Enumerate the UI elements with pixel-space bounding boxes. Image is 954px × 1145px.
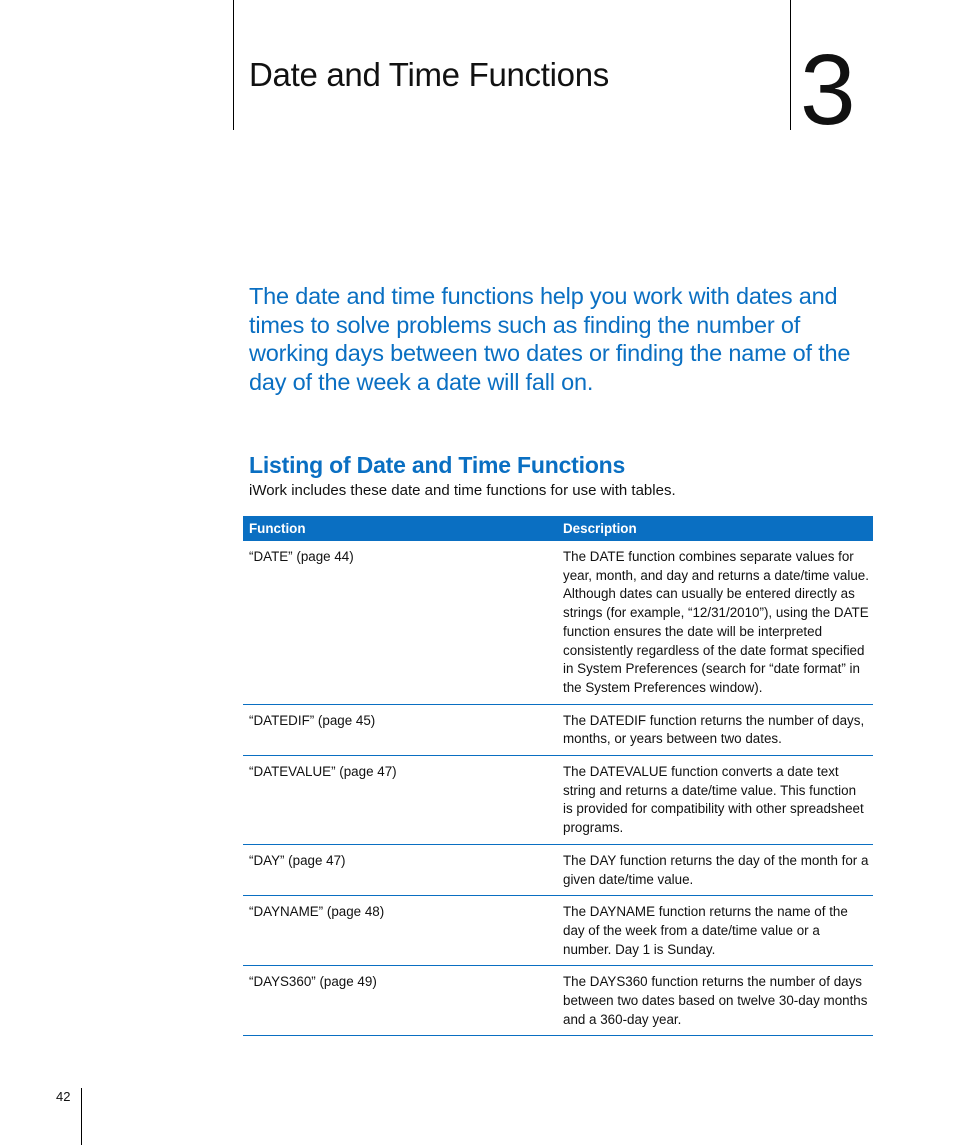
table-row bbox=[243, 966, 873, 1036]
table-row bbox=[243, 541, 873, 704]
function-description: The DAY function returns the day of the month for a given date/time value. bbox=[557, 844, 873, 895]
function-description: The DATEVALUE function converts a date text string and returns a date/time value. This function is provided for compatibility with other spreadsheet programs. bbox=[557, 756, 873, 845]
column-header-description: Description bbox=[557, 516, 873, 541]
function-link[interactable]: “DATEDIF” (page 45) bbox=[243, 704, 557, 755]
folio-rule bbox=[81, 1088, 82, 1145]
function-link[interactable]: “DATE” (page 44) bbox=[243, 541, 557, 704]
chapter-rule-left bbox=[233, 0, 234, 130]
table-row bbox=[243, 756, 873, 845]
table-row bbox=[243, 844, 873, 895]
function-link[interactable]: “DAY” (page 47) bbox=[243, 844, 557, 895]
function-description: The DAYS360 function returns the number of days between two dates based on twelve 30-day months and a 360-day year. bbox=[557, 966, 873, 1036]
function-link[interactable]: “DAYS360” (page 49) bbox=[243, 966, 557, 1036]
function-description: The DATEDIF function returns the number of days, months, or years between two dates. bbox=[557, 704, 873, 755]
function-description: The DATE function combines separate values for year, month, and day and returns a date/time value. Although dates can usually be entered directly as strings (for example, “12/31/2010”), using the DATE function ensures the date will be interpreted consistently regardless of the date format specified in System Preferences (search for “date format” in the System Preferences window). bbox=[557, 541, 873, 704]
chapter-title: Date and Time Functions bbox=[249, 56, 609, 93]
chapter-number: 3 bbox=[800, 34, 856, 146]
column-header-function: Function bbox=[243, 516, 557, 541]
functions-table bbox=[243, 516, 873, 1036]
function-description: The DAYNAME function returns the name of the day of the week from a date/time value or a number. Day 1 is Sunday. bbox=[557, 896, 873, 966]
function-link[interactable]: “DATEVALUE” (page 47) bbox=[243, 756, 557, 845]
chapter-rule-right bbox=[790, 0, 791, 130]
chapter-intro: The date and time functions help you work with dates and times to solve problems such as finding the number of working days between two dates or finding the name of the day of the week a date will fall on. bbox=[249, 283, 851, 396]
table-row bbox=[243, 704, 873, 755]
section-heading: Listing of Date and Time Functions bbox=[249, 452, 626, 478]
table-row bbox=[243, 896, 873, 966]
page-number: 42 bbox=[56, 1089, 71, 1104]
function-link[interactable]: “DAYNAME” (page 48) bbox=[243, 896, 557, 966]
table-header-row bbox=[243, 516, 873, 541]
section-subtitle: iWork includes these date and time functions for use with tables. bbox=[249, 482, 676, 499]
